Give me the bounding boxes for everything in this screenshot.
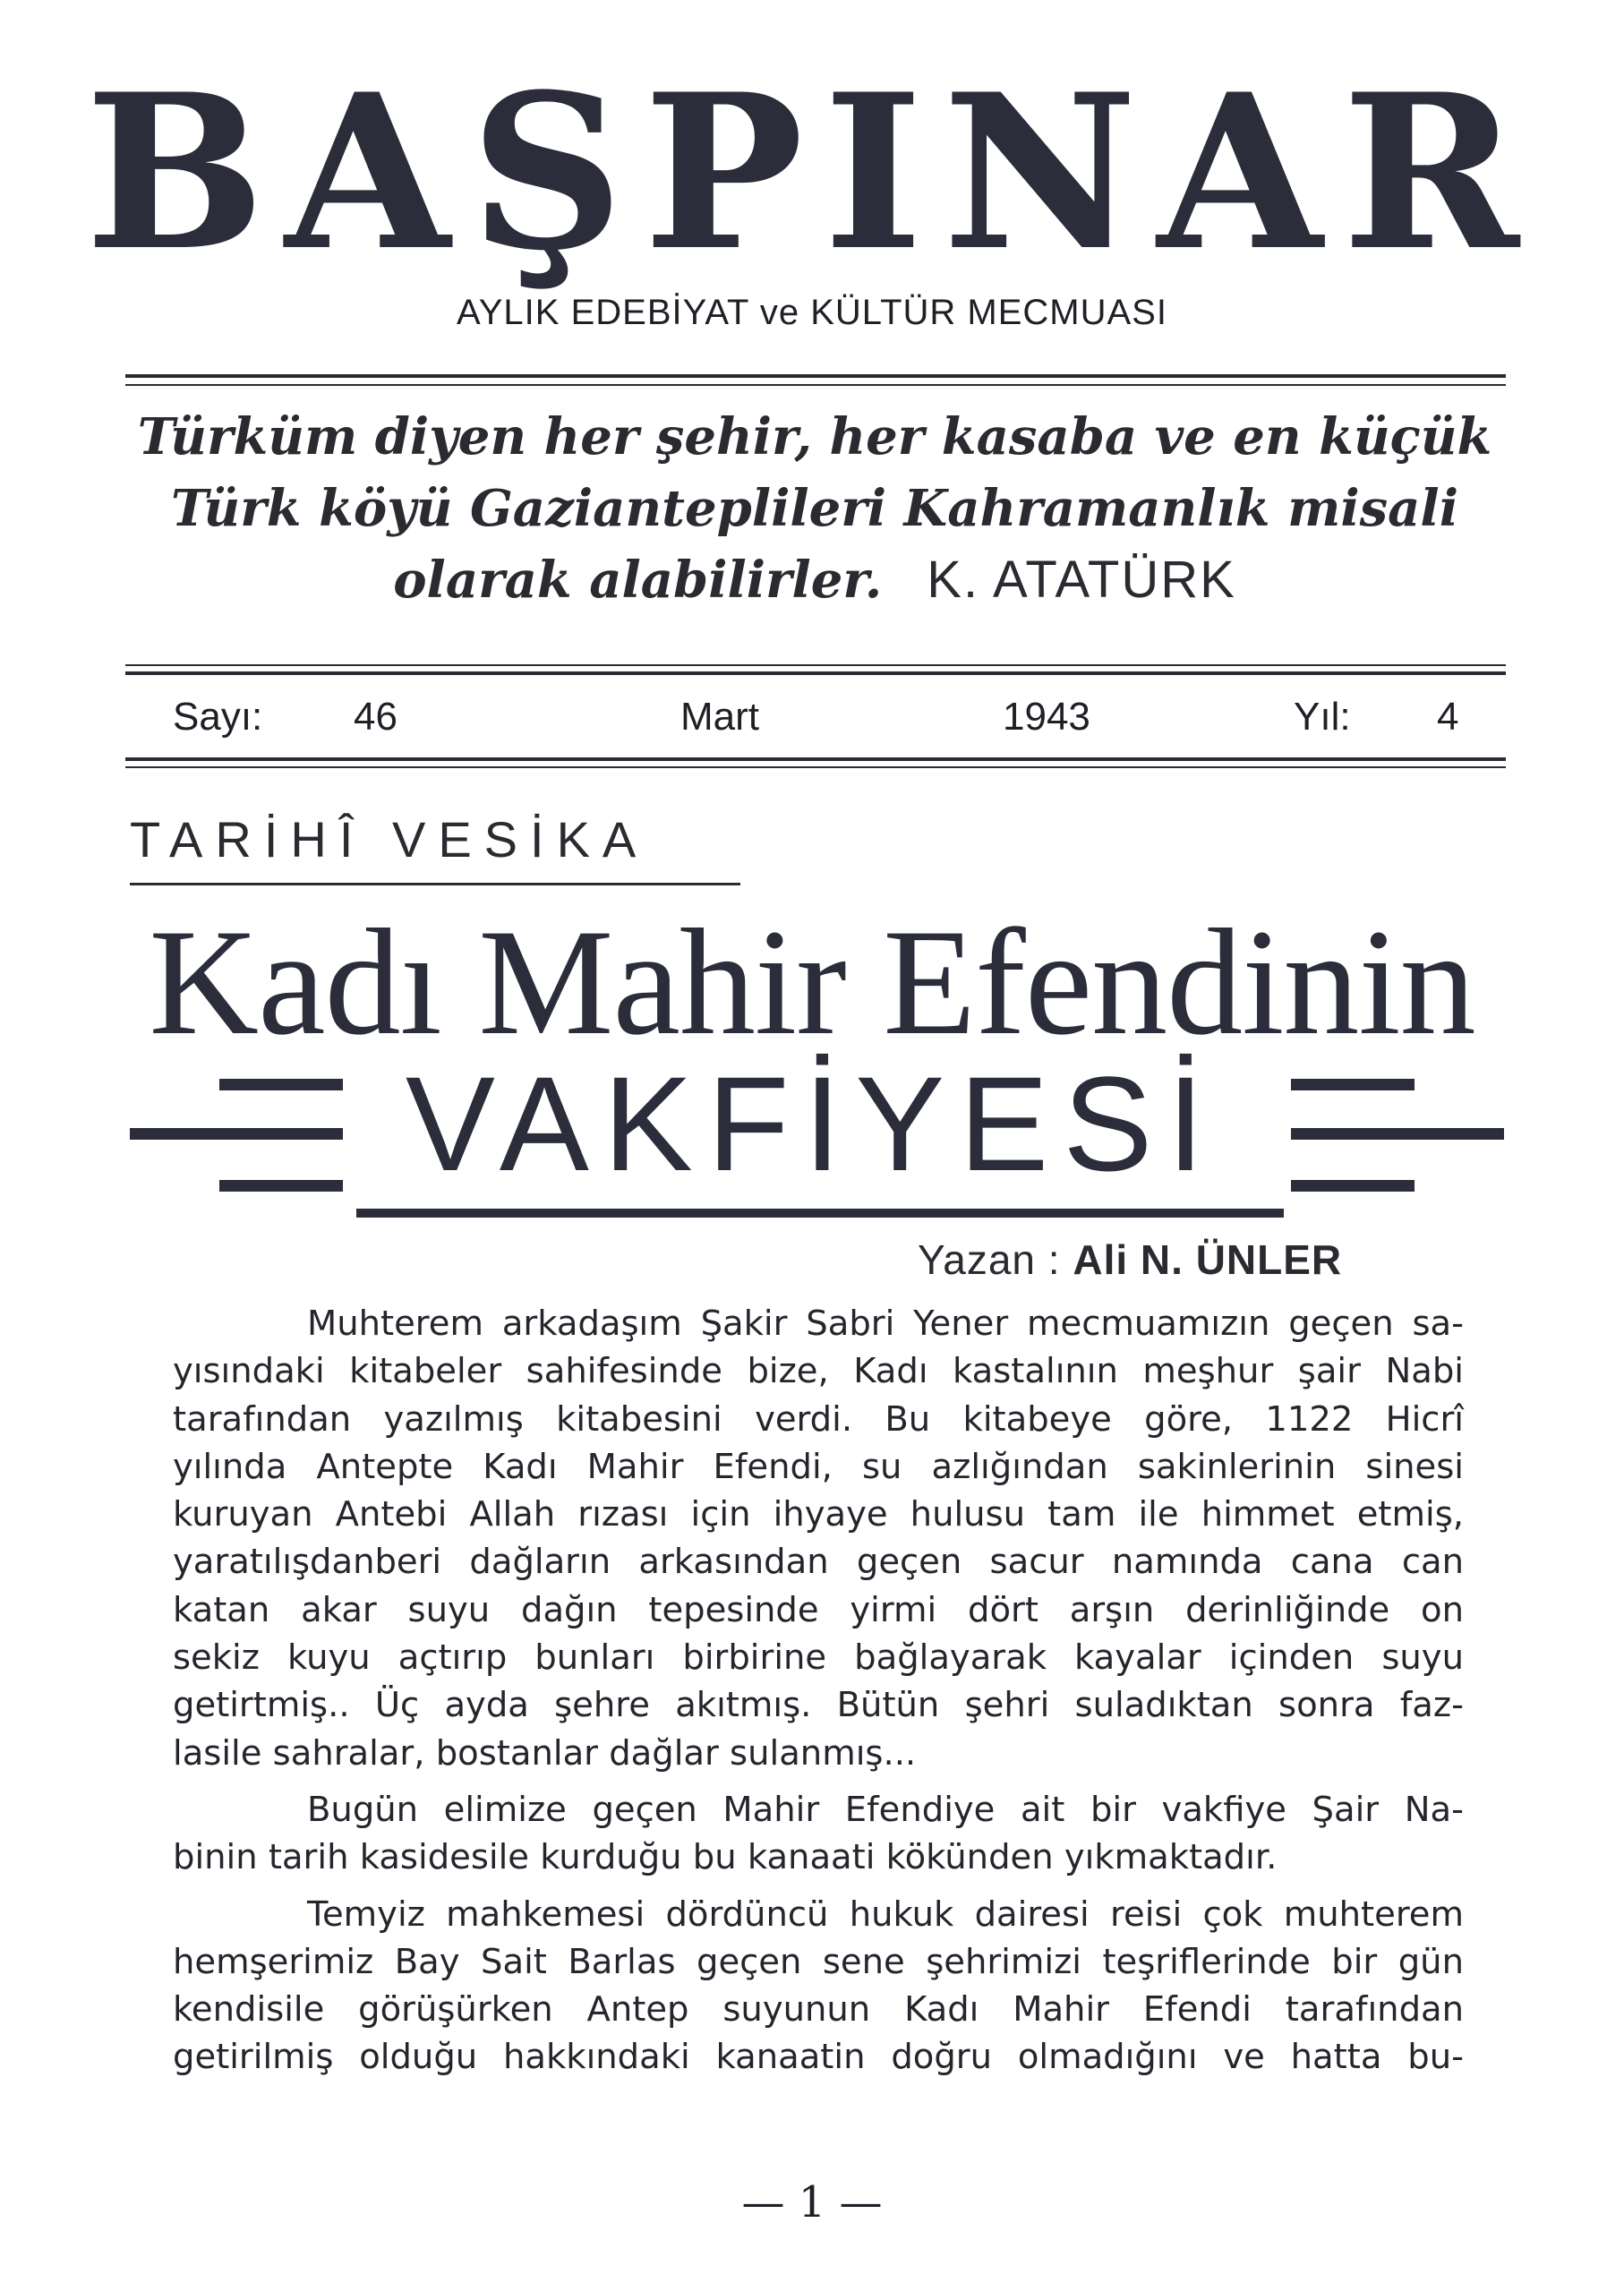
- ataturk-quote: [125, 401, 1504, 616]
- byline: [918, 1235, 1342, 1284]
- quote-author: K. ATATÜRK: [927, 551, 1236, 609]
- quote-line: olarak alabilirler.: [393, 551, 883, 610]
- text-line: Bugün elimize geçen Mahir Efendiye ait bir vakfiye Şair Na-: [307, 1789, 1464, 1830]
- text-line: getirilmiş olduğu hakkındaki kanaatin doğru olmadığını ve hatta bu-: [173, 2037, 1464, 2078]
- paragraph: [173, 1300, 1464, 1777]
- section-underline: [130, 883, 740, 885]
- decorative-bar: [1291, 1079, 1415, 1090]
- divider: [125, 664, 1506, 666]
- text-line: kuruyan Antebi Allah rızası için ihyaye hulusu tam ile himmet etmiş,: [173, 1494, 1464, 1535]
- text-line: Muhterem arkadaşım Şakir Sabri Yener mecmuamızın geçen sa-: [307, 1304, 1464, 1344]
- issue-number-label: Sayı:: [173, 695, 263, 739]
- quote-line: Türküm diyen her şehir, her kasaba ve en küçük: [137, 407, 1492, 466]
- text-line: yaratılışdanberi dağların arkasından geçen sacur namında cana can: [173, 1542, 1464, 1583]
- divider: [125, 374, 1506, 378]
- text-line: Temyiz mahkemesi dördüncü hukuk dairesi reisi çok muhterem: [307, 1894, 1464, 1935]
- text-line: kendisile görüşürken Antep suyunun Kadı Mahir Efendi tarafından: [173, 1989, 1464, 2030]
- text-line: katan akar suyu dağın tepesinde yirmi dört arşın derinliğinde on: [173, 1589, 1464, 1630]
- byline-label: Yazan :: [918, 1236, 1061, 1283]
- article-headline: Kadı Mahir Efendinin: [149, 898, 1475, 1066]
- volume-number: 4: [1437, 695, 1459, 739]
- section-heading: TARİHÎ VESİKA: [130, 811, 649, 868]
- divider: [125, 766, 1506, 768]
- article-body: [173, 1300, 1464, 2082]
- issue-year: 1943: [1003, 695, 1090, 739]
- decorative-bar: [1291, 1180, 1415, 1192]
- paragraph: [173, 1891, 1464, 2082]
- decorative-bar: [1291, 1128, 1504, 1140]
- divider: [125, 384, 1506, 386]
- text-line: getirtmiş.. Üç ayda şehre akıtmış. Bütün şehri suladıktan sonra faz-: [173, 1685, 1464, 1726]
- divider: [125, 671, 1506, 675]
- headline-underline: [356, 1209, 1284, 1218]
- text-line: sekiz kuyu açtırıp bunları birbirine bağlayarak kayalar içinden suyu: [173, 1637, 1464, 1679]
- divider: [125, 757, 1506, 761]
- text-line: hemşerimiz Bay Sait Barlas geçen sene şehrimizi teşriflerinde bir gün: [173, 1941, 1464, 1982]
- text-line: binin tarih kasidesile kurduğu bu kanaati kökünden yıkmaktadır.: [173, 1837, 1278, 1878]
- issue-month: Mart: [680, 695, 759, 739]
- article-headline-vakfiyesi: VAKFİYESİ: [405, 1048, 1219, 1199]
- text-line: yısındaki kitabeler sahifesinde bize, Kadı kastalının meşhur şair Nabi: [173, 1351, 1464, 1392]
- byline-author: Ali N. ÜNLER: [1073, 1236, 1343, 1283]
- page-number: — 1 —: [741, 2177, 883, 2227]
- volume-label: Yıl:: [1294, 695, 1351, 739]
- masthead-subtitle: AYLIK EDEBİYAT ve KÜLTÜR MECMUASI: [457, 293, 1167, 332]
- masthead-title: BAŞPINAR: [85, 48, 1539, 298]
- text-line: yılında Antepte Kadı Mahir Efendi, su azlığından sakinlerinin sinesi: [173, 1446, 1464, 1487]
- paragraph: [173, 1786, 1464, 1882]
- quote-line-last: [125, 544, 1504, 616]
- text-line: lasile sahralar, bostanlar dağlar sulanmış...: [173, 1732, 917, 1774]
- issue-number: 46: [354, 695, 397, 739]
- quote-line: Türk köyü Gazianteplileri Kahramanlık misali: [171, 479, 1458, 538]
- text-line: tarafından yazılmış kitabesini verdi. Bu kitabeye göre, 1122 Hicrî: [173, 1398, 1464, 1440]
